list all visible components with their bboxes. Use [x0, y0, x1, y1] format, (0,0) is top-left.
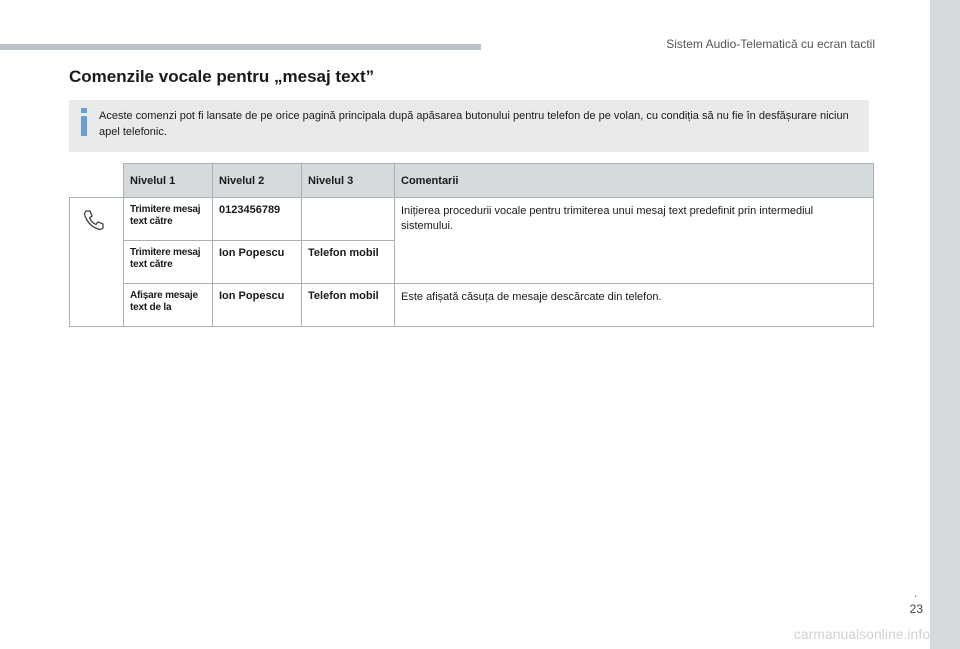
cell-level-1: Afișare mesaje text de la [124, 284, 213, 327]
page-dot: . [914, 586, 918, 600]
cell-level-3 [302, 198, 395, 241]
phone-handset-icon [82, 208, 106, 232]
header-comments: Comentarii [395, 164, 874, 198]
icon-cell [70, 198, 124, 327]
page-edge-band [930, 0, 960, 649]
page-number: 23 [909, 602, 923, 616]
cell-comment: Este afișată căsuța de mesaje descărcate din telefon. [395, 284, 874, 327]
voice-commands-table [69, 163, 874, 327]
cell-level-3: Telefon mobil [302, 241, 395, 284]
info-box [69, 100, 869, 152]
table-row [70, 198, 874, 241]
info-icon [77, 108, 91, 136]
cell-level-3: Telefon mobil [302, 284, 395, 327]
table-header-blank [70, 164, 124, 198]
table-header-row [70, 164, 874, 198]
header-level-1: Nivelul 1 [124, 164, 213, 198]
cell-level-1: Trimitere mesaj text către [124, 241, 213, 284]
table-row [70, 284, 874, 327]
chapter-title: Sistem Audio-Telematică cu ecran tactil [666, 37, 875, 51]
watermark: carmanualsonline.info [793, 626, 930, 642]
cell-level-1: Trimitere mesaj text către [124, 198, 213, 241]
page-title: Comenzile vocale pentru „mesaj text” [69, 67, 375, 86]
info-text: Aceste comenzi pot fi lansate de pe orice pagină principala după apăsarea butonului pentru telefon de pe volan, cu condiția să nu fie în desfășurare niciun apel telefonic. [99, 110, 849, 138]
header-rule [0, 44, 481, 50]
cell-level-2: Ion Popescu [213, 284, 302, 327]
header-level-3: Nivelul 3 [302, 164, 395, 198]
cell-level-2: 0123456789 [213, 198, 302, 241]
cell-comment: Inițierea procedurii vocale pentru trimiterea unui mesaj text predefinit prin intermediul sistemului. [395, 198, 874, 284]
cell-level-2: Ion Popescu [213, 241, 302, 284]
header-level-2: Nivelul 2 [213, 164, 302, 198]
